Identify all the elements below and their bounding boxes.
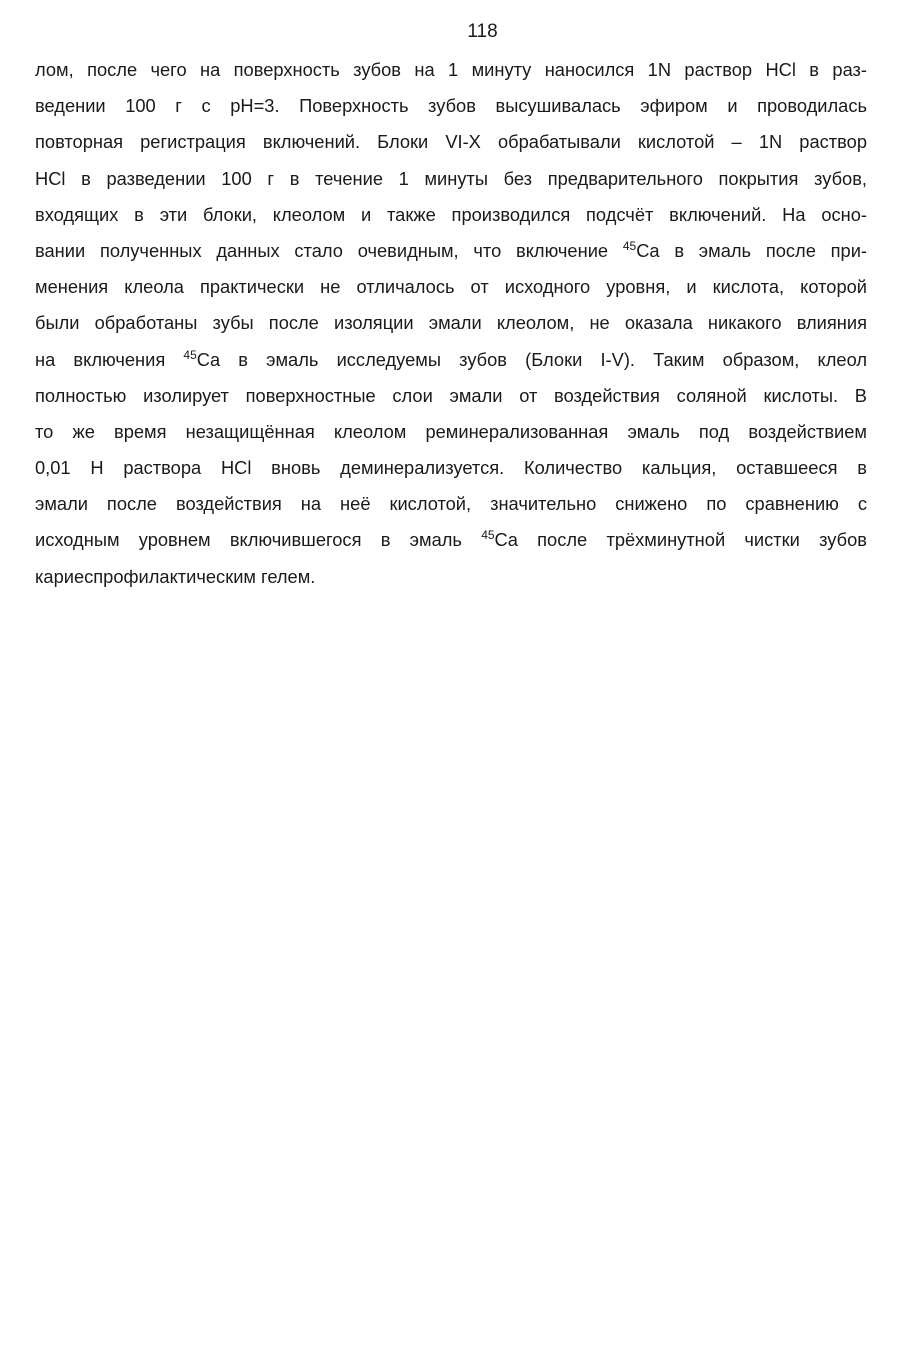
text-line: повторная регистрация включений. Блоки VI-X обрабатывали кислотой – 1N раствор xyxy=(35,131,867,153)
text-segment: вании полученных данных стало очевидным, что включение xyxy=(35,239,623,261)
isotope-superscript: 45 xyxy=(622,238,637,253)
page-number: 118 xyxy=(467,21,498,42)
text-line: были обработаны зубы после изоляции эмали клеолом, не оказала никакого влияния xyxy=(35,312,867,334)
text-line: входящих в эти блоки, клеолом и также производился подсчёт включений. На осно- xyxy=(35,203,867,225)
text-segment: на включения xyxy=(35,348,184,370)
text-segment: Ca в эмаль исследуемы зубов (Блоки I-V). Таким образом, клеол xyxy=(196,348,868,370)
text-line xyxy=(35,342,867,378)
text-line: 0,01 Н раствора HCl вновь деминерализуется. Количество кальция, оставшееся в xyxy=(35,457,867,479)
text-line: кариеспрофилактическим гелем. xyxy=(35,565,316,587)
text-segment: Ca в эмаль после при- xyxy=(636,239,867,261)
text-line: HCl в разведении 100 г в течение 1 минуты без предварительного покрытия зубов, xyxy=(35,167,867,189)
text-line xyxy=(35,522,867,558)
text-segment: Ca после трёхминутной чистки зубов xyxy=(494,529,867,551)
body-paragraph xyxy=(35,52,867,595)
text-line xyxy=(35,233,867,269)
text-line: эмали после воздействия на неё кислотой, значительно снижено по сравнению с xyxy=(35,493,867,515)
isotope-superscript: 45 xyxy=(481,528,495,543)
text-line: полностью изолирует поверхностные слои эмали от воздействия соляной кислоты. В xyxy=(35,384,867,406)
text-line: менения клеола практически не отличалось от исходного уровня, и кислота, которой xyxy=(35,276,867,298)
isotope-superscript: 45 xyxy=(183,347,197,362)
text-line: лом, после чего на поверхность зубов на 1 минуту наносился 1N раствор HCl в раз- xyxy=(35,59,867,80)
text-segment: исходным уровнем включившегося в эмаль xyxy=(35,529,482,551)
text-line: то же время незащищённая клеолом реминерализованная эмаль под воздействием xyxy=(35,420,867,442)
text-line: ведении 100 г с pH=3. Поверхность зубов высушивалась эфиром и проводилась xyxy=(35,95,867,117)
